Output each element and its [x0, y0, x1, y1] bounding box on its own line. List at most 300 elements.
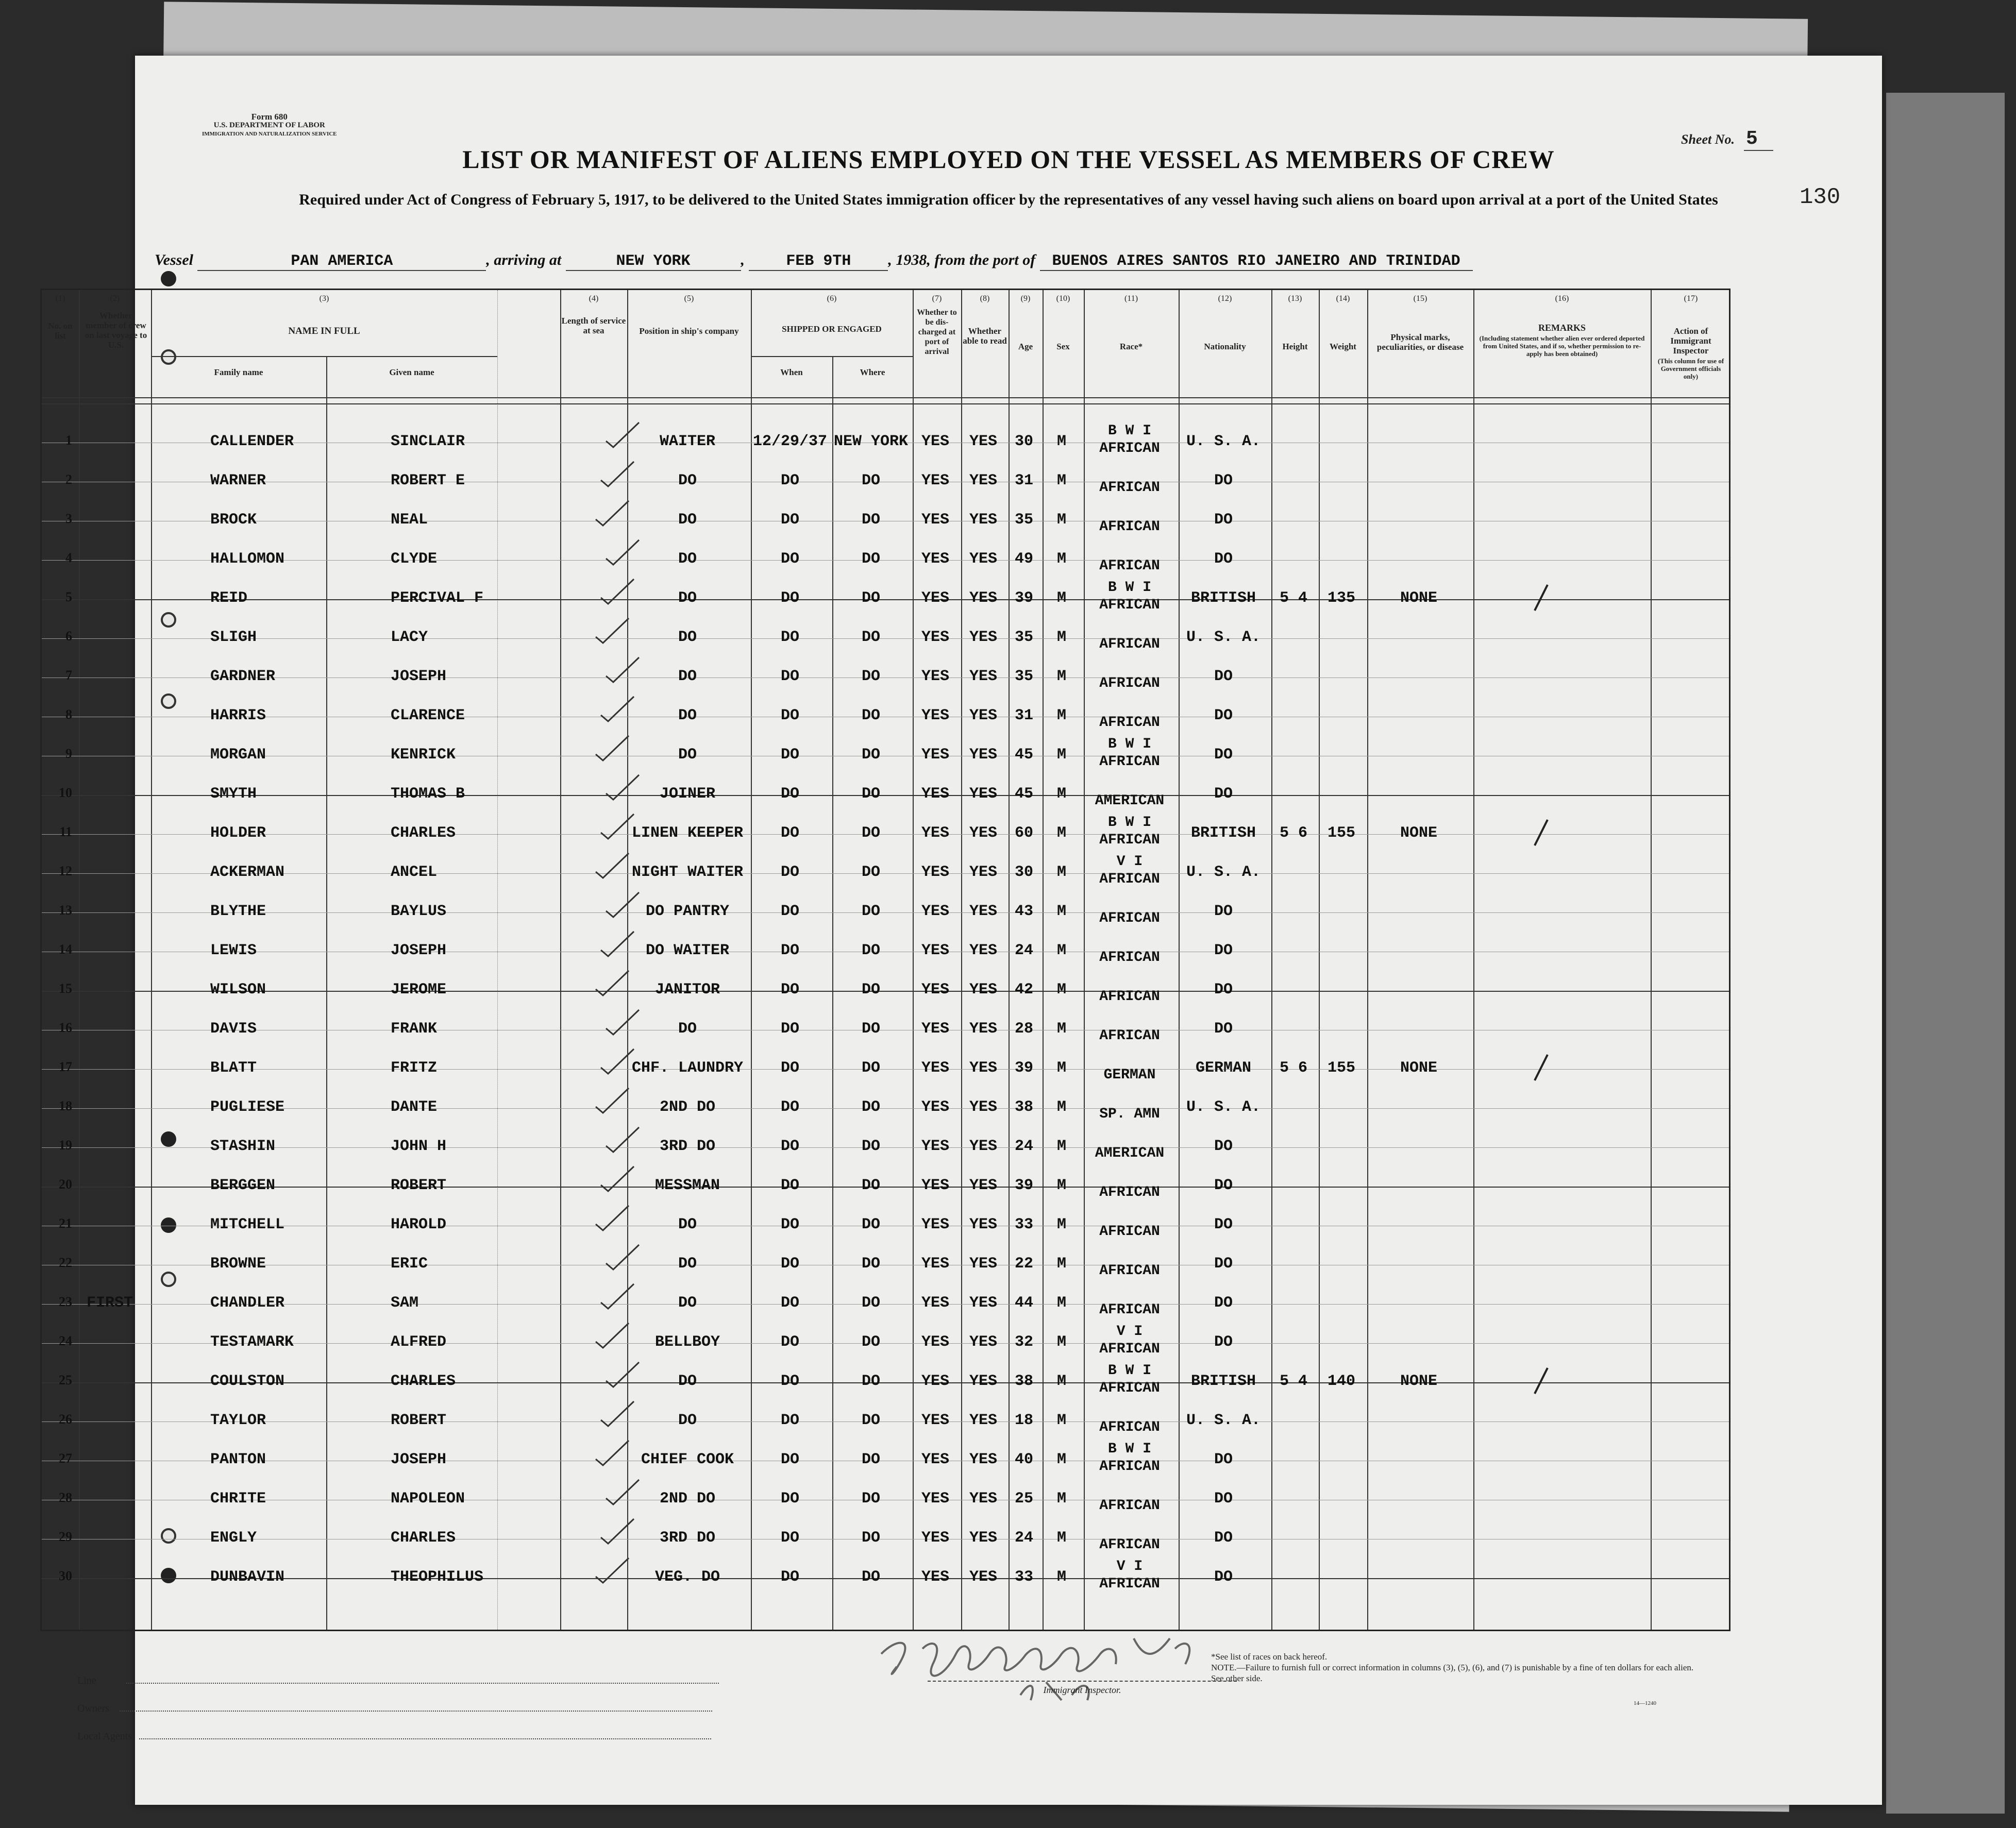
shipped-when: 12/29/37	[752, 433, 828, 450]
discharged: YES	[921, 1138, 949, 1155]
race-value: AMERICAN	[1095, 793, 1165, 809]
position: DO	[678, 1255, 697, 1273]
vessel-label: Vessel	[155, 251, 193, 268]
able-to-read: YES	[969, 1490, 997, 1508]
nationality: DO	[1214, 1138, 1233, 1155]
table-row	[40, 1441, 1731, 1480]
check-mark-icon	[597, 929, 638, 960]
sex: M	[1056, 550, 1066, 568]
race	[1082, 932, 1177, 967]
race-region	[1082, 1206, 1177, 1223]
col-num: (9)	[1020, 294, 1031, 303]
race-region	[1082, 618, 1177, 636]
race	[1082, 1166, 1177, 1201]
col-header-given-name: Given name	[389, 367, 434, 377]
given-name: KENRICK	[391, 746, 456, 764]
race-value: AFRICAN	[1099, 1537, 1160, 1553]
given-name: HAROLD	[391, 1216, 447, 1233]
shipped-where: DO	[861, 903, 880, 920]
family-name: HALLOMON	[210, 550, 285, 568]
race-value: AFRICAN	[1099, 989, 1160, 1005]
col-header-when: When	[780, 367, 803, 377]
age: 33	[1014, 1568, 1033, 1586]
given-name: ROBERT	[391, 1412, 447, 1429]
shipped-when: DO	[780, 1216, 799, 1233]
nationality: DO	[1214, 511, 1233, 529]
able-to-read: YES	[969, 1529, 997, 1547]
sex: M	[1056, 1412, 1066, 1429]
race	[1082, 1127, 1177, 1162]
race-value: AFRICAN	[1099, 441, 1160, 456]
page-title: LIST OR MANIFEST OF ALIENS EMPLOYED ON THE VESSEL AS MEMBERS OF CREW	[462, 145, 1555, 174]
discharged: YES	[921, 433, 949, 450]
col-header-where: Where	[860, 367, 885, 377]
nationality: U. S. A.	[1186, 1412, 1261, 1429]
sex: M	[1056, 1177, 1066, 1194]
age: 32	[1014, 1333, 1033, 1351]
race	[1082, 1245, 1177, 1280]
race	[1082, 462, 1177, 497]
position: DO	[678, 1412, 697, 1429]
shipped-when: DO	[780, 981, 799, 998]
position: 3RD DO	[659, 1138, 716, 1155]
check-mark-icon	[592, 969, 633, 1000]
nationality: DO	[1214, 1568, 1233, 1586]
race-region: B W I	[1107, 580, 1151, 596]
discharged: YES	[921, 1529, 949, 1547]
position: DO	[678, 629, 697, 646]
race-value: AFRICAN	[1099, 715, 1160, 731]
position: DO	[678, 1020, 697, 1038]
vessel-name: PAN AMERICA	[197, 252, 486, 271]
col-num: (3)	[319, 294, 329, 303]
family-name: TAYLOR	[210, 1412, 266, 1429]
col-header-position: Position in ship's company	[639, 326, 739, 336]
race-value: AFRICAN	[1099, 636, 1160, 652]
race-region	[1082, 1284, 1177, 1301]
weight: 140	[1327, 1373, 1355, 1390]
position: DO	[678, 1294, 697, 1312]
col-header-family-name: Family name	[214, 367, 263, 377]
position: DO	[678, 1373, 697, 1390]
col-header-previous-voyage: Whether member of crew on last voyage to U.S.	[85, 311, 147, 350]
age: 44	[1014, 1294, 1033, 1312]
race-value: AFRICAN	[1099, 1184, 1160, 1200]
age: 24	[1014, 942, 1033, 959]
col-num: (11)	[1124, 294, 1138, 303]
race-value: AFRICAN	[1099, 558, 1160, 574]
discharged: YES	[921, 785, 949, 803]
family-name: HOLDER	[210, 824, 266, 842]
table-row	[40, 814, 1731, 853]
position: JANITOR	[654, 981, 720, 998]
footer-line-field	[77, 1673, 719, 1687]
discharged: YES	[921, 668, 949, 685]
shipped-when: DO	[780, 1568, 799, 1586]
age: 35	[1014, 668, 1033, 685]
sex: M	[1056, 433, 1066, 450]
family-name: MITCHELL	[210, 1216, 285, 1233]
col-header-read: Whether able to read	[963, 326, 1007, 346]
race-region	[1082, 1088, 1177, 1106]
line-label: Line	[77, 1675, 96, 1686]
shipped-when: DO	[780, 1490, 799, 1508]
check-mark-icon	[602, 773, 643, 804]
shipped-when: DO	[780, 942, 799, 959]
sex: M	[1056, 1255, 1066, 1273]
table-row	[40, 1127, 1731, 1166]
able-to-read: YES	[969, 1216, 997, 1233]
family-name: DUNBAVIN	[210, 1568, 285, 1586]
col-header-nationality: Nationality	[1204, 342, 1246, 351]
row-number: 24	[59, 1333, 72, 1348]
age: 33	[1014, 1216, 1033, 1233]
family-name: ACKERMAN	[210, 864, 285, 881]
check-mark-icon	[597, 1399, 638, 1430]
sex: M	[1056, 981, 1066, 998]
race	[1082, 618, 1177, 653]
nationality: DO	[1214, 1255, 1233, 1273]
sex: M	[1056, 511, 1066, 529]
table-row	[40, 1245, 1731, 1284]
able-to-read: YES	[969, 981, 997, 998]
col-header-name: NAME IN FULL	[288, 326, 360, 336]
check-mark-icon	[602, 1243, 643, 1274]
race-value: AFRICAN	[1099, 950, 1160, 966]
family-name: PANTON	[210, 1451, 266, 1468]
family-name: HARRIS	[210, 707, 266, 724]
race-region	[1082, 932, 1177, 949]
given-name: CLYDE	[391, 550, 438, 568]
able-to-read: YES	[969, 1412, 997, 1429]
table-row	[40, 853, 1731, 892]
discharged: YES	[921, 1490, 949, 1508]
shipped-where: DO	[861, 1098, 880, 1116]
race-region	[1082, 540, 1177, 557]
given-name: BAYLUS	[391, 903, 447, 920]
physical-marks: NONE	[1400, 589, 1437, 607]
check-mark-icon	[592, 1321, 633, 1352]
discharged: YES	[921, 1412, 949, 1429]
nationality: BRITISH	[1190, 824, 1256, 842]
able-to-read: YES	[969, 1373, 997, 1390]
table-row	[40, 422, 1731, 462]
slash-mark-icon	[1524, 817, 1566, 848]
race	[1082, 1480, 1177, 1515]
race-value: AFRICAN	[1099, 1224, 1160, 1240]
shipped-when: DO	[780, 1020, 799, 1038]
given-name: LACY	[391, 629, 428, 646]
discharged: YES	[921, 629, 949, 646]
discharged: YES	[921, 824, 949, 842]
table-row	[40, 1010, 1731, 1049]
race-value: AFRICAN	[1099, 1302, 1160, 1318]
able-to-read: YES	[969, 1138, 997, 1155]
discharged: YES	[921, 1333, 949, 1351]
shipped-when: DO	[780, 903, 799, 920]
age: 45	[1014, 746, 1033, 764]
given-name: ALFRED	[391, 1333, 447, 1351]
given-name: PERCIVAL F	[391, 589, 484, 607]
position: DO	[678, 472, 697, 489]
sex: M	[1056, 629, 1066, 646]
race-value: AFRICAN	[1099, 1263, 1160, 1279]
position: JOINER	[659, 785, 716, 803]
age: 43	[1014, 903, 1033, 920]
race-value: AFRICAN	[1099, 754, 1160, 770]
discharged: YES	[921, 864, 949, 881]
sex: M	[1056, 1216, 1066, 1233]
shipped-when: DO	[780, 1294, 799, 1312]
nationality: DO	[1214, 668, 1233, 685]
col-header-weight: Weight	[1330, 342, 1356, 351]
col-num: (8)	[980, 294, 990, 303]
check-mark-icon	[592, 1086, 633, 1117]
shipped-where: DO	[861, 707, 880, 724]
row-number: 21	[59, 1216, 72, 1231]
shipped-when: DO	[780, 1529, 799, 1547]
family-name: ENGLY	[210, 1529, 257, 1547]
col-header-no: No. on list	[48, 321, 73, 341]
race-region: B W I	[1107, 423, 1151, 439]
given-name: CHARLES	[391, 1373, 456, 1390]
race-value: AFRICAN	[1099, 597, 1160, 613]
race-region: B W I	[1107, 815, 1151, 831]
shipped-where: DO	[861, 1216, 880, 1233]
nationality: DO	[1214, 785, 1233, 803]
shipped-where: DO	[861, 1255, 880, 1273]
race	[1082, 422, 1177, 458]
sex: M	[1056, 785, 1066, 803]
race-region	[1082, 971, 1177, 988]
shipped-where: DO	[861, 864, 880, 881]
check-mark-icon	[602, 655, 643, 686]
age: 31	[1014, 472, 1033, 489]
nationality: U. S. A.	[1186, 864, 1261, 881]
given-name: NEAL	[391, 511, 428, 529]
col-num: (14)	[1336, 294, 1350, 303]
race	[1082, 1401, 1177, 1436]
arrival-port: NEW YORK	[566, 252, 741, 271]
nationality: DO	[1214, 1529, 1233, 1547]
shipped-where: DO	[861, 1490, 880, 1508]
shipped-when: DO	[780, 668, 799, 685]
position: VEG. DO	[654, 1568, 720, 1586]
race	[1082, 1362, 1177, 1397]
agents-label: Local Agents	[77, 1731, 132, 1742]
col-num: (16)	[1555, 294, 1569, 303]
check-mark-icon	[602, 1478, 643, 1509]
table-row	[40, 1323, 1731, 1362]
race	[1082, 1049, 1177, 1084]
position: DO PANTRY	[645, 903, 730, 920]
shipped-when: DO	[780, 1373, 799, 1390]
age: 40	[1014, 1451, 1033, 1468]
race	[1082, 1010, 1177, 1045]
race-region	[1082, 657, 1177, 675]
row-number: 18	[59, 1098, 72, 1113]
table-row	[40, 501, 1731, 540]
row-rule	[42, 403, 1729, 404]
given-name: FRITZ	[391, 1059, 438, 1077]
col-num: (10)	[1056, 294, 1070, 303]
nationality: DO	[1214, 550, 1233, 568]
arrival-date: FEB 9TH	[749, 252, 888, 271]
nationality: BRITISH	[1190, 589, 1256, 607]
race	[1082, 814, 1177, 849]
shipped-where: DO	[861, 1177, 880, 1194]
table-row	[40, 1088, 1731, 1127]
from-label: , from the port of	[927, 251, 1036, 268]
family-name: WARNER	[210, 472, 266, 489]
discharged: YES	[921, 746, 949, 764]
row-number: 17	[59, 1059, 72, 1074]
family-name: BLYTHE	[210, 903, 266, 920]
race	[1082, 1323, 1177, 1358]
col-header-height: Height	[1282, 342, 1308, 351]
family-name: DAVIS	[210, 1020, 257, 1038]
table-row	[40, 971, 1731, 1010]
check-mark-icon	[597, 1047, 638, 1078]
table-row	[40, 736, 1731, 775]
able-to-read: YES	[969, 1098, 997, 1116]
able-to-read: YES	[969, 472, 997, 489]
table-row	[40, 1558, 1731, 1597]
race-value: AFRICAN	[1099, 675, 1160, 691]
shipped-where: DO	[861, 1529, 880, 1547]
shipped-when: DO	[780, 1177, 799, 1194]
age: 38	[1014, 1098, 1033, 1116]
nationality: DO	[1214, 1294, 1233, 1312]
shipped-where: DO	[861, 1020, 880, 1038]
position: BELLBOY	[654, 1333, 720, 1351]
check-mark-icon	[592, 851, 633, 882]
shipped-when: DO	[780, 1333, 799, 1351]
shipped-where: DO	[861, 824, 880, 842]
age: 39	[1014, 1059, 1033, 1077]
col-header-race: Race*	[1119, 342, 1143, 351]
able-to-read: YES	[969, 903, 997, 920]
height: 5 4	[1279, 1373, 1307, 1390]
given-name: ROBERT	[391, 1177, 447, 1194]
departure-ports: BUENOS AIRES SANTOS RIO JANEIRO AND TRINIDAD	[1040, 252, 1473, 271]
family-name: CHANDLER	[210, 1294, 285, 1312]
shipped-when: DO	[780, 864, 799, 881]
table-row	[40, 1519, 1731, 1558]
race-region: B W I	[1107, 1363, 1151, 1379]
given-name: SAM	[391, 1294, 419, 1312]
position: CHF. LAUNDRY	[631, 1059, 744, 1077]
shipped-when: DO	[780, 785, 799, 803]
check-mark-icon	[592, 616, 633, 647]
row-number: 23	[59, 1294, 72, 1309]
sex: M	[1056, 1568, 1066, 1586]
able-to-read: YES	[969, 1020, 997, 1038]
age: 60	[1014, 824, 1033, 842]
sheet-value: 5	[1744, 128, 1773, 151]
age: 25	[1014, 1490, 1033, 1508]
race-region	[1082, 1010, 1177, 1027]
footer-agents-field	[77, 1729, 711, 1742]
col-num: (12)	[1218, 294, 1232, 303]
given-name: ROBERT E	[391, 472, 465, 489]
race-value: AFRICAN	[1099, 1576, 1160, 1592]
shipped-where: DO	[861, 981, 880, 998]
race	[1082, 1558, 1177, 1593]
arriving-label: , arriving at	[486, 251, 562, 268]
table-row	[40, 579, 1731, 618]
row-number: 29	[59, 1529, 72, 1544]
given-name: ANCEL	[391, 864, 438, 881]
row-number: 19	[59, 1138, 72, 1153]
sex: M	[1056, 1294, 1066, 1312]
race-value: AFRICAN	[1099, 871, 1160, 887]
age: 38	[1014, 1373, 1033, 1390]
row-number: 8	[65, 707, 72, 722]
family-name: SLIGH	[210, 629, 257, 646]
race-region: B W I	[1107, 736, 1151, 752]
position: DO	[678, 668, 697, 685]
shipped-where: DO	[861, 629, 880, 646]
race	[1082, 697, 1177, 732]
given-name: CHARLES	[391, 1529, 456, 1547]
check-mark-icon	[592, 1556, 633, 1587]
row-number: 5	[65, 589, 72, 604]
penalty-note: NOTE.—Failure to furnish full or correct information in columns (3), (5), (6), and (7) is punishable by a fine of ten dollars for each alien. See other side.	[1211, 1663, 1694, 1683]
age: 28	[1014, 1020, 1033, 1038]
shipped-when: DO	[780, 824, 799, 842]
check-mark-icon	[592, 1204, 633, 1234]
physical-marks: NONE	[1400, 1373, 1437, 1390]
check-mark-icon	[592, 499, 633, 530]
sex: M	[1056, 472, 1066, 489]
race-region	[1082, 697, 1177, 714]
shipped-when: DO	[780, 1138, 799, 1155]
race-region	[1082, 892, 1177, 910]
row-number: 26	[59, 1412, 72, 1427]
given-name: ERIC	[391, 1255, 428, 1273]
discharged: YES	[921, 1373, 949, 1390]
position: CHIEF COOK	[641, 1451, 734, 1468]
shipped-where: DO	[861, 746, 880, 764]
previous-voyage: FIRST	[87, 1294, 133, 1312]
col-num: (1)	[55, 294, 65, 303]
race	[1082, 775, 1177, 810]
weight: 155	[1327, 824, 1355, 842]
shipped-where: DO	[861, 1294, 880, 1312]
check-mark-icon	[597, 1164, 638, 1195]
inspector-field	[928, 1681, 1237, 1696]
sex: M	[1056, 864, 1066, 881]
race-value: AFRICAN	[1099, 910, 1160, 926]
shipped-when: DO	[780, 629, 799, 646]
position: DO	[678, 550, 697, 568]
col-header-age: Age	[1018, 342, 1033, 351]
family-name: CHRITE	[210, 1490, 266, 1508]
family-name: BROCK	[210, 511, 257, 529]
able-to-read: YES	[969, 1294, 997, 1312]
nationality: DO	[1214, 981, 1233, 998]
col-num: (7)	[932, 294, 942, 303]
shipped-when: DO	[780, 589, 799, 607]
race-region	[1082, 1166, 1177, 1184]
shipped-where: DO	[861, 1373, 880, 1390]
family-name: REID	[210, 589, 248, 607]
family-name: STASHIN	[210, 1138, 276, 1155]
able-to-read: YES	[969, 1451, 997, 1468]
nationality: BRITISH	[1190, 1373, 1256, 1390]
age: 49	[1014, 550, 1033, 568]
